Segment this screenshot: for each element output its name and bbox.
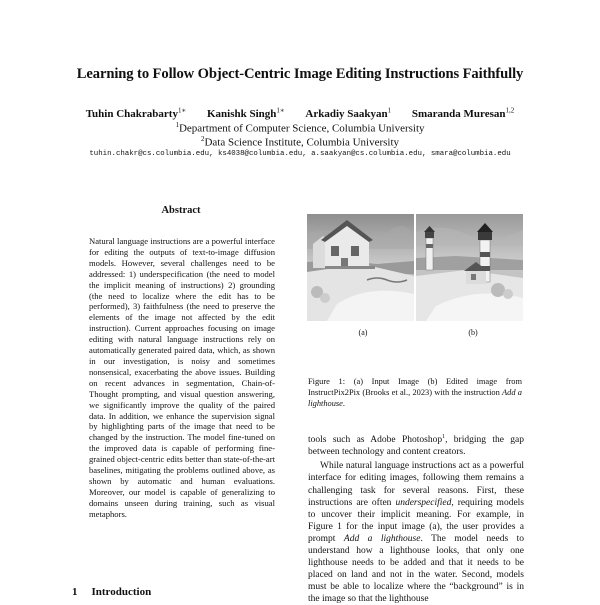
author-4: Smaranda Muresan$^{1,2}$ (411, 106, 515, 120)
author-1: Tuhin Chakrabarty$^{1∗}$ (85, 106, 187, 120)
figure-label-b: (b) (468, 328, 478, 337)
figure-label-a: (a) (358, 328, 368, 337)
footnote-marker: 1 (442, 434, 446, 440)
affiliation-1: $^1$Department of Computer Science, Columbia University (175, 121, 425, 135)
author-2: Kanishk Singh$^{1∗}$ (206, 106, 285, 120)
author-3: Arkadiy Saakyan$^1$ (305, 106, 392, 120)
paper-title: Learning to Follow Object-Centric Image Editing Instructions Faithfully (76, 66, 524, 82)
abstract-heading: Abstract (161, 205, 201, 216)
figure-1 (307, 214, 523, 324)
section-heading-introduction: 1 Introduction (72, 586, 152, 598)
abstract-text: Natural language instructions are a powerful interface for editing the outputs of text-to-image diffusion models. However, several challenges need to be addressed: 1) underspecification (the need to model the implicit meaning of instructions) 2) grounding (the need to localize where the edit has to be performed), 3) faithfulness (the need to preserve the elements of the image not affected by the edit instruction). Current approaches focusing on image editing with natural language instructions rely on automatically generated paired data, which, as shown in our investigation, is noisy and sometimes nonsensical, exacerbating the above issues. Building on recent advances in segmentation, Chain-of-Thought prompting, and visual question answering, we significantly improve the quality of the paired data. In addition, we enhance the supervision signal by highlighting parts of the image that need to be changed by the instruction. The model fine-tuned on the improved data is capable of performing fine-grained object-centric edits better than state-of-the-art baselines, mitigating the problems outlined above, as shown by automatic and human evaluations. Moreover, our model is capable of generalizing to domains unseen during training, such as visual metaphors. (89, 236, 275, 519)
figure-caption: Figure 1: (a) Input Image (b) Edited image from InstructPix2Pix (Brooks et al., 2023) with the instruction Add a lighthouse. (308, 377, 522, 408)
edited-image (416, 214, 523, 321)
author-list (0, 106, 600, 120)
paragraph-1: tools such as Adobe Photoshop$^1$, bridging the gap between technology and content creators. (308, 434, 525, 458)
input-image (307, 214, 414, 321)
paragraph-2: While natural language instructions act as a powerful interface for editing images, following them remains a challenging task for several reasons. First, these instructions are often underspecified, requiring models to uncover their implicit meaning. For example, in Figure 1 for the input image (a), the user provides a prompt Add a lighthouse. The model needs to understand how a lighthouse looks, that only one lighthouse needs to be added and that it needs to be placed on land and not in the water. Second, models must be able to localize where the “background” is in the image so that the lighthouse (308, 461, 525, 605)
affiliation-2: $^2$Data Science Institute, Columbia University (200, 135, 400, 149)
introduction-body (308, 431, 524, 605)
author-emails: tuhin.chakr@cs.columbia.edu, ks4038@columbia.edu, a.saakyan@cs.columbia.edu, smara@columbia.edu (89, 150, 511, 158)
